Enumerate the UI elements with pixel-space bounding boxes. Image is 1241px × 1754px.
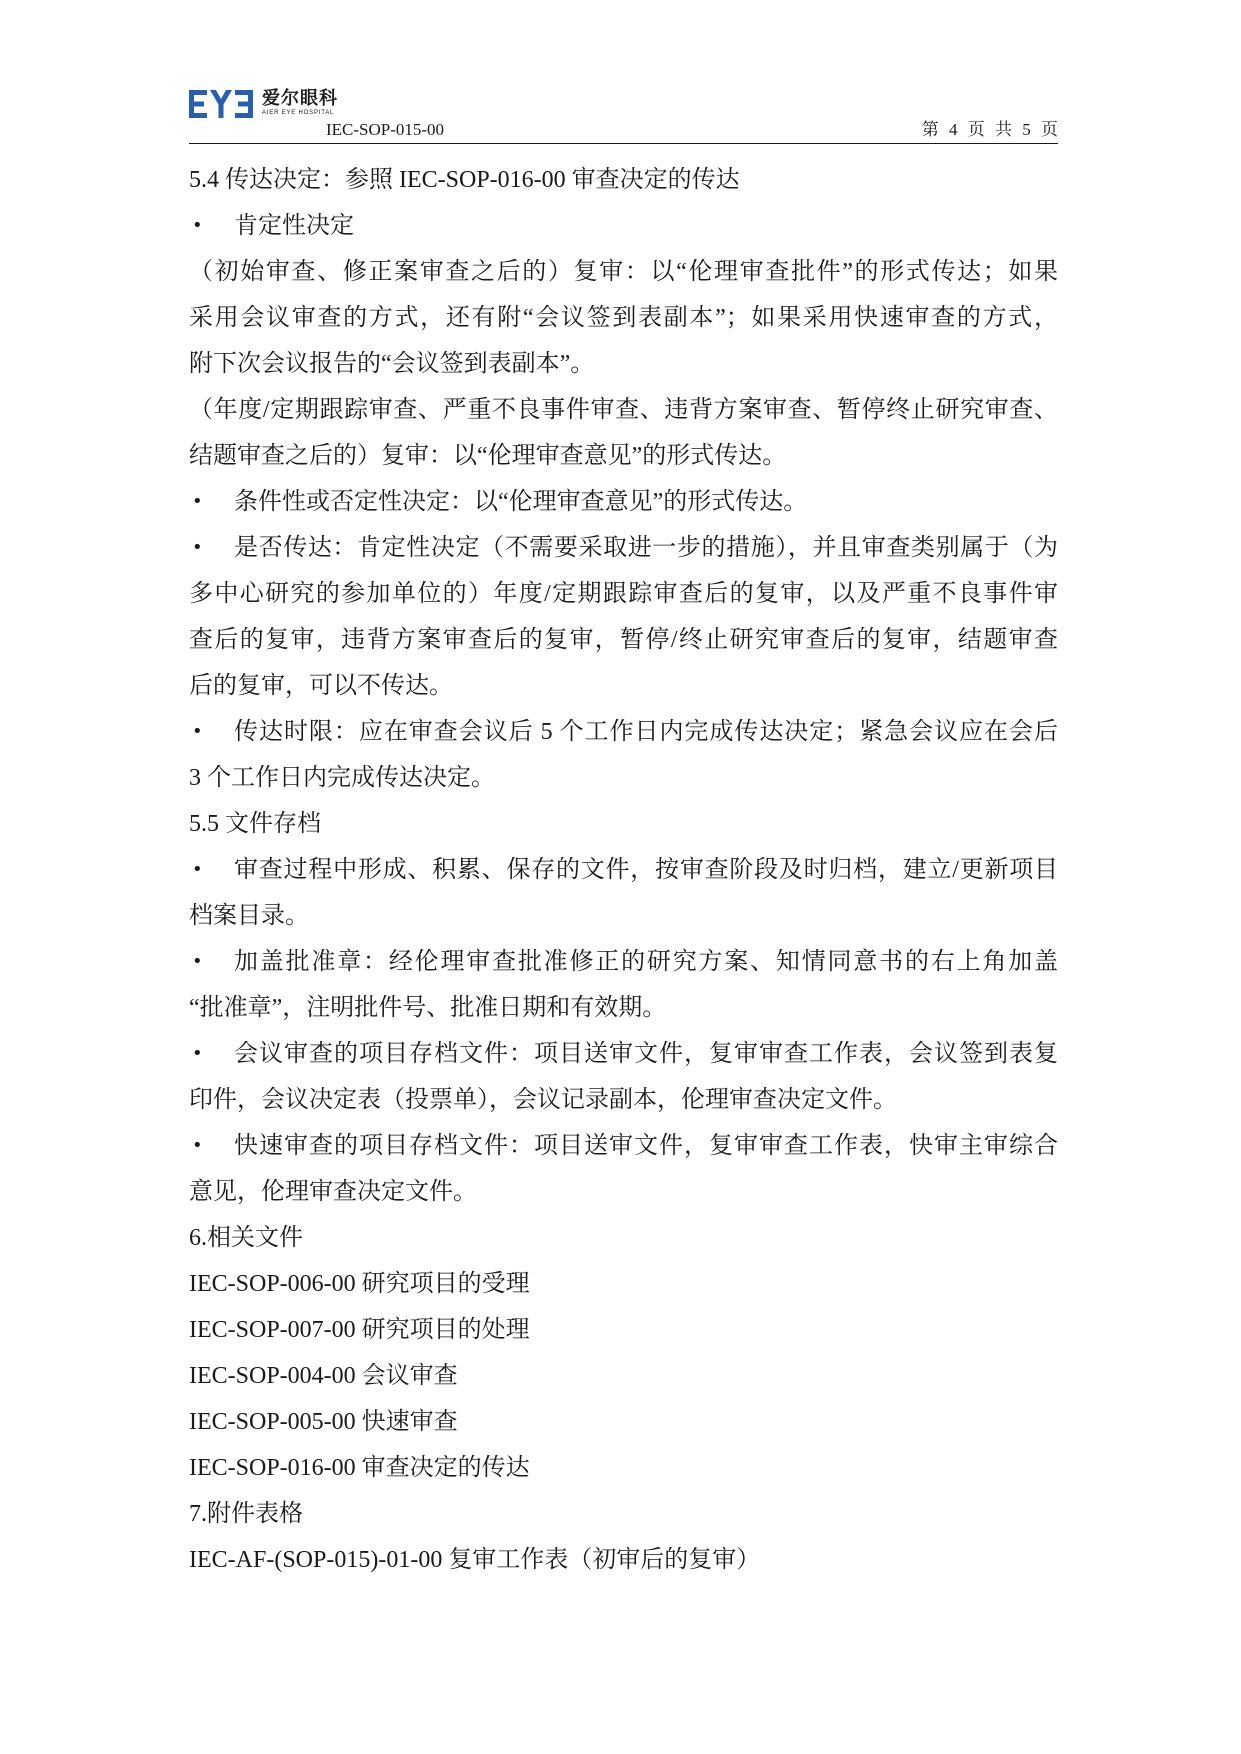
paragraph-line: （年度/定期跟踪审查、严重不良事件审查、违背方案审查、暂停终止研究审查、 — [189, 397, 1058, 423]
reference-item: IEC-SOP-005-00 快速审查 — [189, 1409, 458, 1435]
section-heading-5-5: 5.5 文件存档 — [189, 811, 321, 837]
document-code: IEC-SOP-015-00 — [326, 120, 445, 139]
bullet-text: 是否传达：肯定性决定（不需要采取进一步的措施），并且审查类别属于（为 — [234, 535, 1058, 561]
paragraph-line: 采用会议审查的方式，还有附“会议签到表副本”；如果采用快速审查的方式， — [189, 305, 1058, 331]
section-heading-7: 7.附件表格 — [189, 1501, 303, 1527]
bullet-text: 传达时限：应在审查会议后 5 个工作日内完成传达决定；紧急会议应在会后 — [234, 719, 1058, 745]
bullet-icon: • — [192, 859, 203, 880]
bullet-item — [189, 939, 1058, 985]
reference-item: IEC-SOP-007-00 研究项目的处理 — [189, 1317, 530, 1343]
bullet-item — [189, 479, 1058, 525]
attachment-item: IEC-AF-(SOP-015)-01-00 复审工作表（初审后的复审） — [189, 1547, 761, 1573]
document-body — [189, 157, 1058, 1583]
paragraph-line: 印件，会议决定表（投票单），会议记录副本，伦理审查决定文件。 — [189, 1087, 897, 1113]
bullet-text: 会议审查的项目存档文件：项目送审文件，复审审查工作表，会议签到表复 — [234, 1041, 1058, 1067]
paragraph-line: 意见，伦理审查决定文件。 — [189, 1179, 477, 1205]
bullet-text: 加盖批准章：经伦理审查批准修正的研究方案、知情同意书的右上角加盖 — [234, 949, 1058, 975]
paragraph-line: （初始审查、修正案审查之后的）复审：以“伦理审查批件”的形式传达；如果 — [189, 259, 1058, 285]
page-header — [0, 0, 1241, 150]
page-number: 第 4 页 共 5 页 — [921, 120, 1058, 139]
bullet-text: 条件性或否定性决定：以“伦理审查意见”的形式传达。 — [234, 489, 808, 515]
bullet-icon: • — [192, 951, 203, 972]
paragraph-line: 附下次会议报告的“会议签到表副本”。 — [189, 351, 595, 377]
reference-item: IEC-SOP-006-00 研究项目的受理 — [189, 1271, 530, 1297]
bullet-item — [189, 1031, 1058, 1077]
bullet-item — [189, 203, 1058, 249]
paragraph-line: 后的复审，可以不传达。 — [189, 673, 453, 699]
reference-item: IEC-SOP-004-00 会议审查 — [189, 1363, 458, 1389]
paragraph-line: 查后的复审，违背方案审查后的复审，暂停/终止研究审查后的复审，结题审查 — [189, 627, 1058, 653]
bullet-item — [189, 525, 1058, 571]
bullet-icon: • — [192, 215, 203, 236]
bullet-item — [189, 1123, 1058, 1169]
bullet-icon: • — [192, 491, 203, 512]
paragraph-line: “批准章”，注明批件号、批准日期和有效期。 — [189, 995, 667, 1021]
header-divider — [189, 143, 1058, 144]
bullet-icon: • — [192, 537, 203, 558]
brand-name-cn: 爱尔眼科 — [262, 88, 338, 108]
section-heading-5-4: 5.4 传达决定：参照 IEC-SOP-016-00 审查决定的传达 — [189, 167, 740, 193]
logo-mark-glyphs — [189, 90, 253, 118]
bullet-icon: • — [192, 721, 203, 742]
aier-eye-logo-icon — [189, 90, 253, 118]
section-heading-6: 6.相关文件 — [189, 1225, 303, 1251]
brand-name-en: AIER EYE HOSPITAL — [262, 110, 335, 116]
bullet-icon: • — [192, 1135, 203, 1156]
reference-item: IEC-SOP-016-00 审查决定的传达 — [189, 1455, 530, 1481]
bullet-text: 肯定性决定 — [234, 213, 354, 239]
paragraph-line: 多中心研究的参加单位的）年度/定期跟踪审查后的复审，以及严重不良事件审 — [189, 581, 1058, 607]
paragraph-line: 档案目录。 — [189, 903, 309, 929]
bullet-text: 快速审查的项目存档文件：项目送审文件，复审审查工作表，快审主审综合 — [234, 1133, 1058, 1159]
paragraph-line: 结题审查之后的）复审：以“伦理审查意见”的形式传达。 — [189, 443, 787, 469]
bullet-item — [189, 709, 1058, 755]
bullet-text: 审查过程中形成、积累、保存的文件，按审查阶段及时归档，建立/更新项目 — [234, 857, 1058, 883]
bullet-icon: • — [192, 1043, 203, 1064]
bullet-item — [189, 847, 1058, 893]
paragraph-line: 3 个工作日内完成传达决定。 — [189, 765, 495, 791]
